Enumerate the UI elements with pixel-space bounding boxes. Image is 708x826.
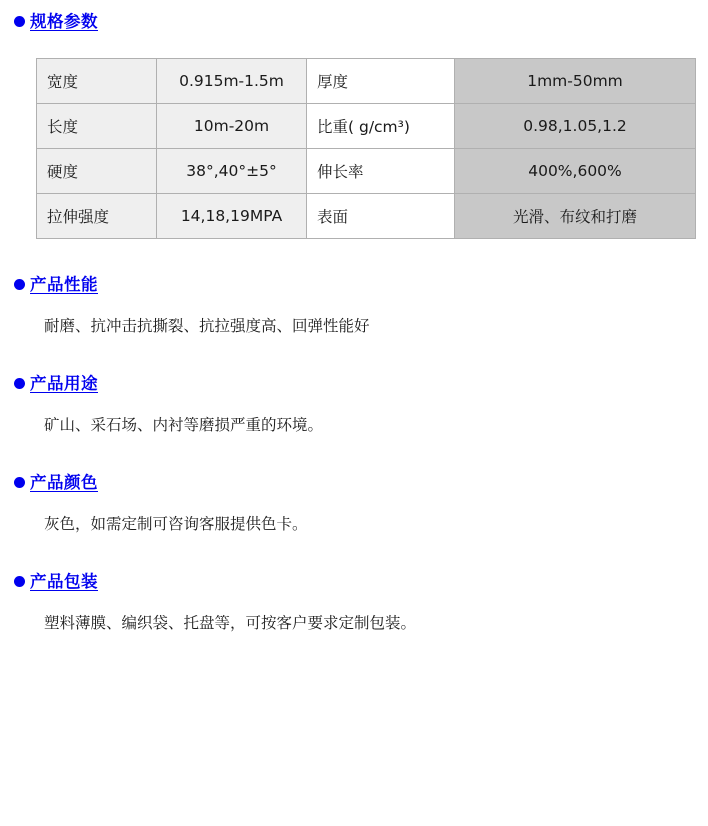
- table-row: [37, 148, 696, 193]
- spec-label-2b: 比重( g/cm³): [307, 103, 455, 148]
- section-title-color: 产品颜色: [30, 472, 98, 492]
- bullet-icon: [14, 576, 25, 587]
- spec-value-2b: 0.98,1.05,1.2: [455, 103, 696, 148]
- spec-label-4a: 拉伸强度: [37, 193, 157, 238]
- section-title-performance: 产品性能: [30, 274, 98, 294]
- spec-label-1b: 厚度: [307, 58, 455, 103]
- section-color: [14, 473, 694, 536]
- spec-value-4b: 光滑、布纹和打磨: [455, 193, 696, 238]
- section-body-color: 灰色，如需定制可咨询客服提供色卡。: [44, 514, 308, 533]
- spec-value-3a: 38°,40°±5°: [157, 148, 307, 193]
- spec-label-2a: 长度: [37, 103, 157, 148]
- section-heading-color: [14, 473, 694, 493]
- spec-value-3b: 400%,600%: [455, 148, 696, 193]
- bullet-icon: [14, 279, 25, 290]
- spec-label-1a: 宽度: [37, 58, 157, 103]
- section-title-usage: 产品用途: [30, 373, 98, 393]
- table-row: [37, 58, 696, 103]
- section-heading-spec: [14, 12, 694, 32]
- spec-value-1a: 0.915m-1.5m: [157, 58, 307, 103]
- section-spec: [14, 12, 694, 239]
- section-heading-usage: [14, 374, 694, 394]
- bullet-icon: [14, 378, 25, 389]
- spec-value-4a: 14,18,19MPA: [157, 193, 307, 238]
- section-packaging: [14, 572, 694, 635]
- spec-table-wrapper: [36, 58, 696, 239]
- section-heading-performance: [14, 275, 694, 295]
- table-row: [37, 103, 696, 148]
- spec-label-3a: 硬度: [37, 148, 157, 193]
- spec-label-3b: 伸长率: [307, 148, 455, 193]
- spec-value-1b: 1mm-50mm: [455, 58, 696, 103]
- spec-label-4b: 表面: [307, 193, 455, 238]
- section-body-usage: 矿山、采石场、内衬等磨损严重的环境。: [44, 415, 324, 434]
- bullet-icon: [14, 16, 25, 27]
- section-title-packaging: 产品包装: [30, 571, 98, 591]
- table-row: [37, 193, 696, 238]
- section-title-spec: 规格参数: [30, 12, 98, 31]
- section-heading-packaging: [14, 572, 694, 592]
- section-performance: [14, 275, 694, 338]
- section-body-performance: 耐磨、抗冲击抗撕裂、抗拉强度高、回弹性能好: [44, 316, 370, 335]
- section-usage: [14, 374, 694, 437]
- spec-value-2a: 10m-20m: [157, 103, 307, 148]
- bullet-icon: [14, 477, 25, 488]
- section-body-packaging: 塑料薄膜、编织袋、托盘等，可按客户要求定制包装。: [44, 613, 417, 632]
- spec-table: [36, 58, 696, 239]
